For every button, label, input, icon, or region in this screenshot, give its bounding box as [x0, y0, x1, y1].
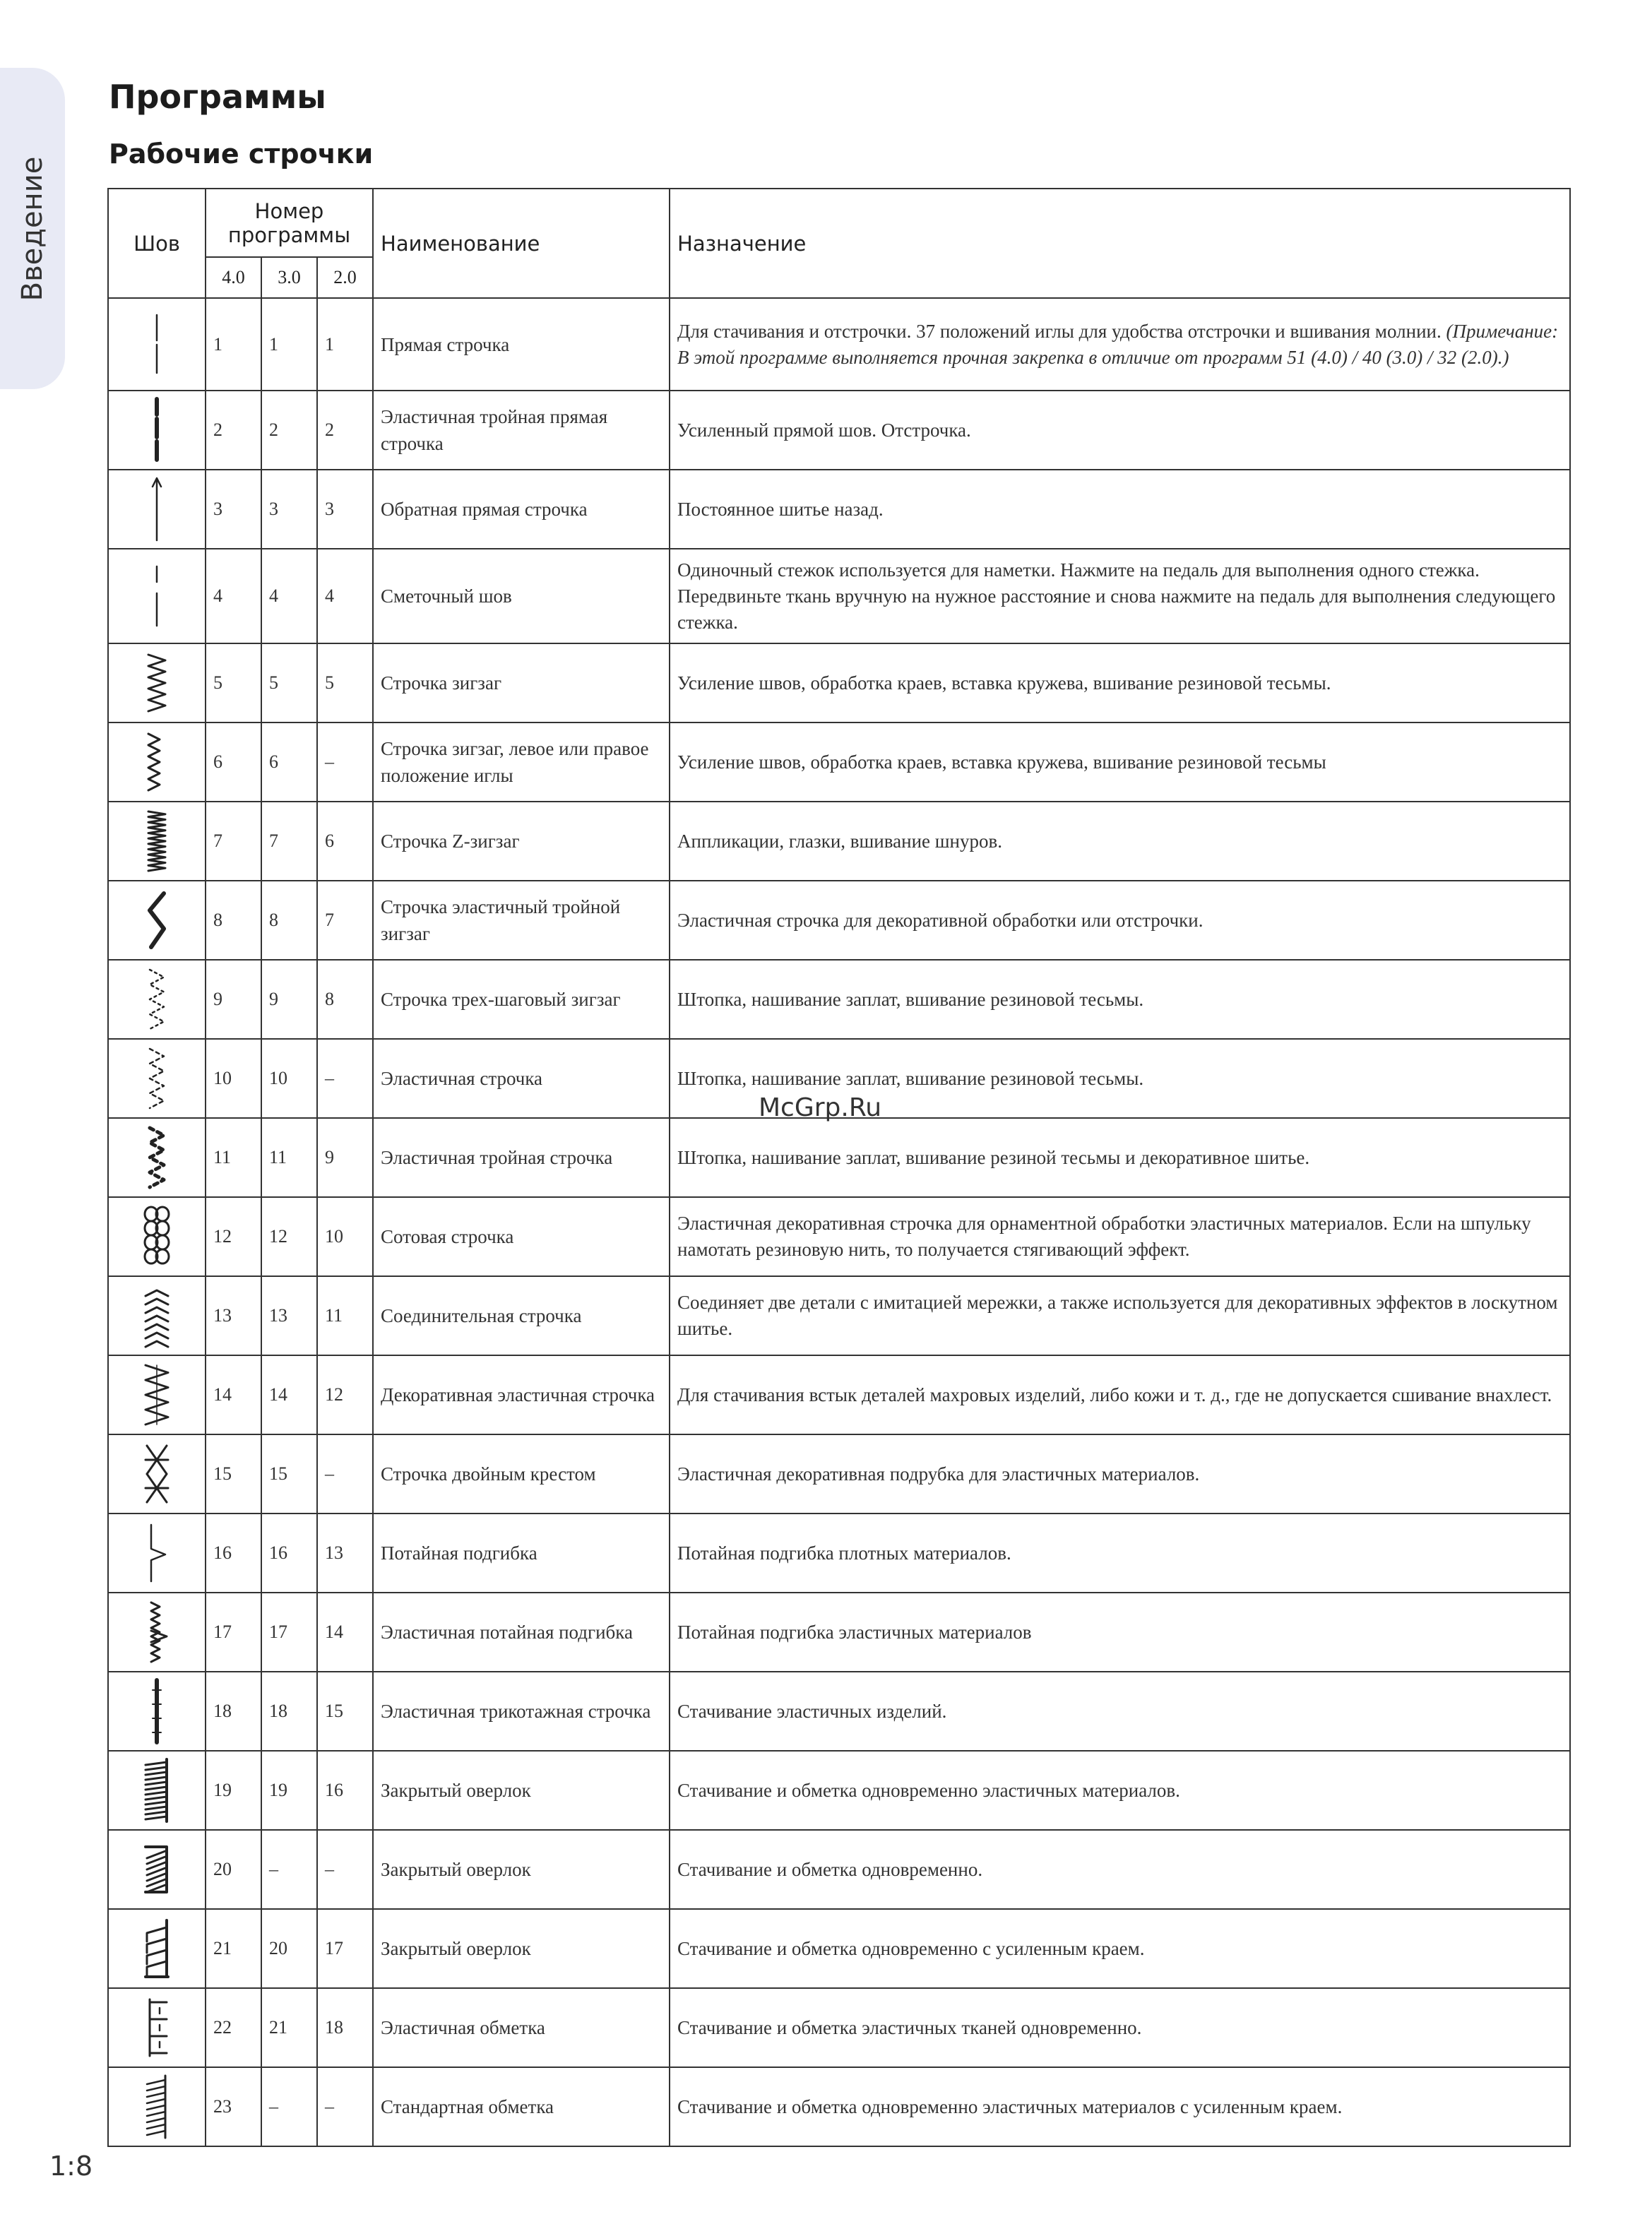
stitch-symbol-cell	[108, 1514, 206, 1593]
stitch-purpose	[670, 722, 1570, 802]
table-row	[108, 1434, 1570, 1514]
knit-stitch-icon	[136, 1676, 178, 1747]
stitch-purpose	[670, 1593, 1570, 1672]
program-number-3-0: –	[261, 1830, 317, 1909]
purpose-text: Усиление швов, обработка краев, вставка кружева, вшивание резиновой тесьмы	[677, 751, 1326, 773]
program-number-2-0: 5	[317, 643, 373, 722]
section-title: Рабочие строчки	[109, 138, 374, 170]
program-number-4-0: 16	[206, 1514, 261, 1593]
table-row	[108, 470, 1570, 549]
stitch-purpose	[670, 643, 1570, 722]
triple-zigzag-stitch-icon	[136, 885, 178, 956]
closed-overlock-reinforced-icon	[136, 1913, 178, 1984]
z-zigzag-stitch-icon	[136, 806, 178, 876]
program-number-3-0: –	[261, 2067, 317, 2146]
stitch-purpose	[670, 1197, 1570, 1276]
table-row	[108, 1514, 1570, 1593]
purpose-text: Потайная подгибка эластичных материалов	[677, 1621, 1032, 1643]
stitch-name: Эластичная тройная прямая строчка	[373, 391, 670, 470]
program-number-4-0: 18	[206, 1672, 261, 1751]
stitch-purpose	[670, 2067, 1570, 2146]
program-number-4-0: 8	[206, 881, 261, 960]
program-number-2-0: 9	[317, 1118, 373, 1197]
table-row	[108, 1593, 1570, 1672]
header-stitch: Шов	[108, 189, 206, 298]
program-number-4-0: 17	[206, 1593, 261, 1672]
table-row	[108, 391, 1570, 470]
purpose-text: Эластичная декоративная строчка для орнаментной обработки эластичных материалов. Если на шпульку намотать резиновую нить, то получается стягивающий эффект.	[677, 1213, 1531, 1260]
programs-table	[107, 188, 1571, 2147]
purpose-text: Одиночный стежок используется для наметки. Нажмите на педаль для выполнения одного стежка. Передвиньте ткань вручную на нужное расстояние и снова нажмите на педаль для выполнения следующего стежка.	[677, 559, 1556, 633]
stitch-name: Сметочный шов	[373, 549, 670, 643]
stitch-symbol-cell	[108, 1434, 206, 1514]
stitch-purpose	[670, 1672, 1570, 1751]
program-number-3-0: 7	[261, 802, 317, 881]
program-number-4-0: 11	[206, 1118, 261, 1197]
stitch-symbol-cell	[108, 1197, 206, 1276]
program-number-2-0: 14	[317, 1593, 373, 1672]
program-number-2-0: –	[317, 1830, 373, 1909]
table-row	[108, 1355, 1570, 1434]
page-number: 1:8	[49, 2151, 93, 2182]
stitch-name: Эластичная трикотажная строчка	[373, 1672, 670, 1751]
purpose-text: Стачивание и обметка одновременно с усиленным краем.	[677, 1937, 1145, 1959]
program-number-2-0: 7	[317, 881, 373, 960]
header-model-4-0: 4.0	[206, 257, 261, 298]
stitch-purpose	[670, 1751, 1570, 1830]
stitch-purpose	[670, 1988, 1570, 2067]
reverse-straight-stitch-icon	[136, 474, 178, 545]
program-number-2-0: 16	[317, 1751, 373, 1830]
purpose-text: Штопка, нашивание заплат, вшивание резиновой тесьмы.	[677, 988, 1144, 1010]
program-number-2-0: 3	[317, 470, 373, 549]
program-number-2-0: 10	[317, 1197, 373, 1276]
stitch-name: Эластичная тройная строчка	[373, 1118, 670, 1197]
program-number-3-0: 20	[261, 1909, 317, 1988]
stitch-name: Декоративная эластичная строчка	[373, 1355, 670, 1434]
program-number-4-0: 23	[206, 2067, 261, 2146]
stitch-purpose	[670, 1434, 1570, 1514]
blind-hem-stitch-icon	[136, 1518, 178, 1588]
stitch-symbol-cell	[108, 1593, 206, 1672]
stitch-symbol-cell	[108, 1039, 206, 1118]
table-row	[108, 1988, 1570, 2067]
stitch-name: Закрытый оверлок	[373, 1751, 670, 1830]
watermark: McGrp.Ru	[759, 1093, 882, 1122]
program-number-3-0: 6	[261, 722, 317, 802]
program-number-3-0: 3	[261, 470, 317, 549]
program-number-3-0: 15	[261, 1434, 317, 1514]
stitch-symbol-cell	[108, 549, 206, 643]
stitch-purpose	[670, 881, 1570, 960]
table-row	[108, 1909, 1570, 1988]
program-number-2-0: 17	[317, 1909, 373, 1988]
triple-straight-stitch-icon	[136, 395, 178, 465]
stitch-name: Строчка трех-шаговый зигзаг	[373, 960, 670, 1039]
stitch-symbol-cell	[108, 470, 206, 549]
section-tab-label: Введение	[16, 156, 49, 302]
stitch-purpose	[670, 549, 1570, 643]
program-number-4-0: 22	[206, 1988, 261, 2067]
program-number-3-0: 21	[261, 1988, 317, 2067]
stitch-symbol-cell	[108, 2067, 206, 2146]
elastic-triple-stitch-icon	[136, 1122, 178, 1193]
stitch-purpose	[670, 960, 1570, 1039]
header-program-number: Номер программы	[206, 189, 373, 257]
stitch-symbol-cell	[108, 298, 206, 391]
stitch-name: Обратная прямая строчка	[373, 470, 670, 549]
stitch-name: Строчка Z-зигзаг	[373, 802, 670, 881]
table-row	[108, 2067, 1570, 2146]
purpose-text: Постоянное шитье назад.	[677, 498, 884, 520]
program-number-3-0: 12	[261, 1197, 317, 1276]
stitch-purpose	[670, 1355, 1570, 1434]
program-number-2-0: 12	[317, 1355, 373, 1434]
stitch-symbol-cell	[108, 1830, 206, 1909]
program-number-4-0: 10	[206, 1039, 261, 1118]
stitch-symbol-cell	[108, 1355, 206, 1434]
stitch-symbol-cell	[108, 881, 206, 960]
straight-stitch-icon	[136, 309, 178, 380]
header-name: Наименование	[373, 189, 670, 298]
program-number-3-0: 19	[261, 1751, 317, 1830]
closed-overlock-icon	[136, 1755, 178, 1826]
stitch-name: Строчка двойным крестом	[373, 1434, 670, 1514]
purpose-text: Стачивание эластичных изделий.	[677, 1700, 947, 1722]
program-number-4-0: 5	[206, 643, 261, 722]
program-number-4-0: 4	[206, 549, 261, 643]
program-number-3-0: 16	[261, 1514, 317, 1593]
zigzag-side-stitch-icon	[136, 727, 178, 797]
program-number-4-0: 7	[206, 802, 261, 881]
program-number-4-0: 2	[206, 391, 261, 470]
stitch-name: Строчка зигзаг	[373, 643, 670, 722]
table-row	[108, 1830, 1570, 1909]
purpose-text: Стачивание и обметка одновременно.	[677, 1858, 983, 1880]
elastic-stitch-icon	[136, 1043, 178, 1114]
stitch-purpose	[670, 1514, 1570, 1593]
purpose-text: Усиленный прямой шов. Отстрочка.	[677, 419, 971, 441]
program-number-2-0: –	[317, 1434, 373, 1514]
stitch-symbol-cell	[108, 1276, 206, 1355]
purpose-text: Штопка, нашивание заплат, вшивание резиновой тесьмы.	[677, 1067, 1144, 1089]
program-number-2-0: 2	[317, 391, 373, 470]
purpose-text: Стачивание и обметка эластичных тканей одновременно.	[677, 2016, 1142, 2038]
honeycomb-stitch-icon	[136, 1201, 178, 1272]
purpose-text: Соединяет две детали с имитацией мережки, а также используется для декоративных эффектов в лоскутном шитье.	[677, 1292, 1558, 1339]
stitch-symbol-cell	[108, 1751, 206, 1830]
stitch-name: Закрытый оверлок	[373, 1909, 670, 1988]
stitch-name: Строчка зигзаг, левое или правое положение иглы	[373, 722, 670, 802]
table-row	[108, 549, 1570, 643]
section-tab	[0, 68, 65, 389]
zigzag-stitch-icon	[136, 648, 178, 718]
program-number-2-0: –	[317, 1039, 373, 1118]
page-title: Программы	[109, 78, 326, 116]
program-number-3-0: 8	[261, 881, 317, 960]
program-number-2-0: 8	[317, 960, 373, 1039]
purpose-text: Штопка, нашивание заплат, вшивание резиной тесьмы и декоративное шитье.	[677, 1146, 1310, 1168]
program-number-4-0: 20	[206, 1830, 261, 1909]
program-number-2-0: 13	[317, 1514, 373, 1593]
stitch-name: Стандартная обметка	[373, 2067, 670, 2146]
stitch-symbol-cell	[108, 960, 206, 1039]
table-row	[108, 1118, 1570, 1197]
program-number-3-0: 9	[261, 960, 317, 1039]
stitch-purpose	[670, 391, 1570, 470]
table-row	[108, 1751, 1570, 1830]
program-number-3-0: 1	[261, 298, 317, 391]
program-number-4-0: 12	[206, 1197, 261, 1276]
stitch-name: Эластичная потайная подгибка	[373, 1593, 670, 1672]
stitch-name: Потайная подгибка	[373, 1514, 670, 1593]
program-number-4-0: 21	[206, 1909, 261, 1988]
program-number-4-0: 9	[206, 960, 261, 1039]
program-number-2-0: 6	[317, 802, 373, 881]
elastic-blind-hem-stitch-icon	[136, 1597, 178, 1667]
stitch-purpose	[670, 1276, 1570, 1355]
program-number-3-0: 5	[261, 643, 317, 722]
stitch-name: Закрытый оверлок	[373, 1830, 670, 1909]
table-row	[108, 802, 1570, 881]
stitch-symbol-cell	[108, 1988, 206, 2067]
program-number-3-0: 17	[261, 1593, 317, 1672]
table-row	[108, 881, 1570, 960]
three-step-zigzag-icon	[136, 964, 178, 1035]
purpose-text: Аппликации, глазки, вшивание шнуров.	[677, 830, 1003, 852]
program-number-2-0: 15	[317, 1672, 373, 1751]
stitch-purpose	[670, 1118, 1570, 1197]
header-purpose: Назначение	[670, 189, 1570, 298]
closed-overlock-diagonal-icon	[136, 1834, 178, 1905]
stitch-purpose	[670, 298, 1570, 391]
program-number-2-0: 11	[317, 1276, 373, 1355]
stitch-name: Соединительная строчка	[373, 1276, 670, 1355]
program-number-2-0: –	[317, 2067, 373, 2146]
program-number-3-0: 14	[261, 1355, 317, 1434]
program-number-3-0: 10	[261, 1039, 317, 1118]
purpose-text: Стачивание и обметка одновременно эластичных материалов с усиленным краем.	[677, 2095, 1343, 2117]
program-number-4-0: 1	[206, 298, 261, 391]
purpose-text: Эластичная декоративная подрубка для эластичных материалов.	[677, 1463, 1200, 1485]
stitch-symbol-cell	[108, 722, 206, 802]
stitch-symbol-cell	[108, 802, 206, 881]
programs-table-body	[108, 298, 1570, 2146]
purpose-text: Эластичная строчка для декоративной обработки или отстрочки.	[677, 909, 1204, 931]
elastic-overcast-icon	[136, 1992, 178, 2063]
purpose-text: Стачивание и обметка одновременно эластичных материалов.	[677, 1779, 1180, 1801]
program-number-4-0: 14	[206, 1355, 261, 1434]
program-number-3-0: 4	[261, 549, 317, 643]
decorative-elastic-stitch-icon	[136, 1360, 178, 1430]
stitch-purpose	[670, 470, 1570, 549]
program-number-2-0: 18	[317, 1988, 373, 2067]
stitch-symbol-cell	[108, 391, 206, 470]
program-number-4-0: 13	[206, 1276, 261, 1355]
fagoting-stitch-icon	[136, 1280, 178, 1351]
stitch-symbol-cell	[108, 643, 206, 722]
stitch-name: Прямая строчка	[373, 298, 670, 391]
purpose-note: (Примечание: В этой программе выполняется прочная закрепка в отличие от программ 51 (4.0) / 40 (3.0) / 32 (2.0).)	[677, 320, 1559, 368]
stitch-name: Эластичная обметка	[373, 1988, 670, 2067]
stitch-symbol-cell	[108, 1909, 206, 1988]
program-number-3-0: 18	[261, 1672, 317, 1751]
purpose-text: Для стачивания встык деталей махровых изделий, либо кожи и т. д., где не допускается сшивание внахлест.	[677, 1384, 1552, 1405]
program-number-2-0: –	[317, 722, 373, 802]
stitch-purpose	[670, 1830, 1570, 1909]
purpose-text: Потайная подгибка плотных материалов.	[677, 1542, 1011, 1564]
basting-stitch-icon	[136, 561, 178, 631]
program-number-2-0: 4	[317, 549, 373, 643]
standard-overcast-icon	[136, 2071, 178, 2142]
program-number-4-0: 15	[206, 1434, 261, 1514]
purpose-text: Для стачивания и отстрочки. 37 положений иглы для удобства отстрочки и вшивания молнии.	[677, 320, 1442, 342]
purpose-text: Усиление швов, обработка краев, вставка кружева, вшивание резиновой тесьмы.	[677, 672, 1331, 694]
program-number-3-0: 2	[261, 391, 317, 470]
stitch-symbol-cell	[108, 1672, 206, 1751]
header-model-2-0: 2.0	[317, 257, 373, 298]
stitch-name: Сотовая строчка	[373, 1197, 670, 1276]
program-number-4-0: 3	[206, 470, 261, 549]
table-row	[108, 1197, 1570, 1276]
stitch-name: Эластичная строчка	[373, 1039, 670, 1118]
table-row	[108, 1672, 1570, 1751]
table-row	[108, 298, 1570, 391]
table-row	[108, 643, 1570, 722]
table-row	[108, 960, 1570, 1039]
program-number-4-0: 19	[206, 1751, 261, 1830]
header-model-3-0: 3.0	[261, 257, 317, 298]
program-number-4-0: 6	[206, 722, 261, 802]
program-number-3-0: 11	[261, 1118, 317, 1197]
program-number-2-0: 1	[317, 298, 373, 391]
stitch-symbol-cell	[108, 1118, 206, 1197]
cross-stitch-icon	[136, 1439, 178, 1509]
table-row	[108, 722, 1570, 802]
stitch-purpose	[670, 802, 1570, 881]
stitch-purpose	[670, 1909, 1570, 1988]
stitch-name: Строчка эластичный тройной зигзаг	[373, 881, 670, 960]
table-row	[108, 1276, 1570, 1355]
program-number-3-0: 13	[261, 1276, 317, 1355]
